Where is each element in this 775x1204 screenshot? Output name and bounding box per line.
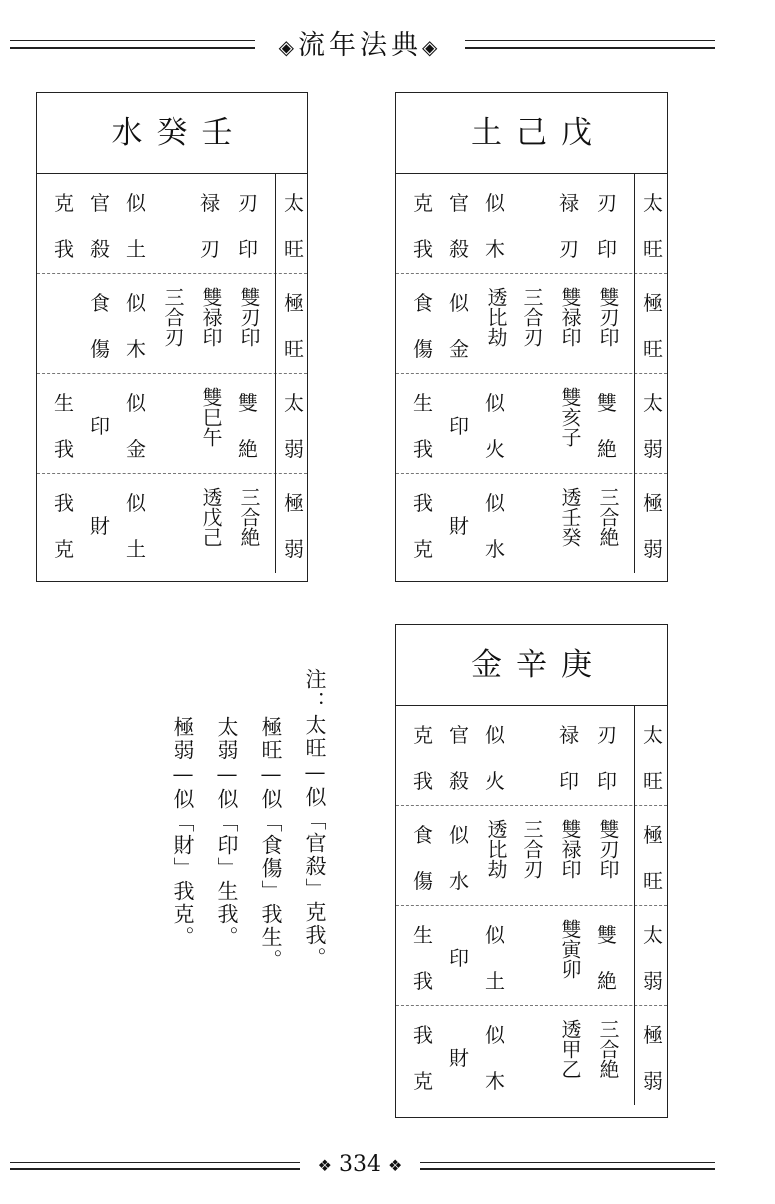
- table-cell: 我: [54, 491, 74, 515]
- table-cell: 木: [485, 1069, 505, 1093]
- category-cell: [634, 1005, 667, 1105]
- category-char: 旺: [284, 237, 304, 261]
- table-cell: 印: [597, 769, 617, 793]
- table-cell: 木: [485, 237, 505, 261]
- table-cell: 印: [90, 414, 110, 438]
- table-earth: [395, 92, 668, 582]
- table-cell: 似: [485, 491, 505, 515]
- category-cell: [275, 473, 307, 573]
- category-char: 極: [643, 291, 663, 315]
- table-cell: 雙禄印: [558, 287, 582, 347]
- table-row: [396, 273, 667, 374]
- table-cell: 禄: [559, 723, 579, 747]
- category-char: 旺: [643, 869, 663, 893]
- table-cell: 似: [485, 923, 505, 947]
- category-char: 極: [284, 291, 304, 315]
- footer-rule-right-top: [420, 1162, 715, 1163]
- table-cell: 透比劫: [484, 819, 508, 879]
- table-cell: 雙刃印: [596, 287, 620, 347]
- category-char: 弱: [284, 537, 304, 561]
- table-cell: 透壬癸: [558, 487, 582, 547]
- table-cell: 透戊己: [199, 487, 223, 547]
- table-cell: 木: [126, 337, 146, 361]
- table-cell: 財: [449, 514, 469, 538]
- table-row: [396, 905, 667, 1006]
- note-line: 極旺—似「食傷」我生。: [259, 716, 283, 972]
- header-rule-right-top: [465, 40, 715, 41]
- table-cell: 似: [126, 491, 146, 515]
- category-cell: [634, 373, 667, 473]
- table-cell: 克: [413, 191, 433, 215]
- table-cell: 三合絶: [596, 1019, 620, 1079]
- table-cell: 透比劫: [484, 287, 508, 347]
- note-line: 太弱—似「印」生我。: [215, 716, 239, 949]
- table-cell: 三合刃: [161, 287, 185, 347]
- table-cell: 我: [413, 491, 433, 515]
- page-number: 334: [339, 1152, 381, 1177]
- table-cell: 土: [126, 237, 146, 261]
- table-cell: 食: [413, 291, 433, 315]
- category-char: 旺: [643, 769, 663, 793]
- table-cell: 生: [413, 391, 433, 415]
- category-char: 弱: [643, 1069, 663, 1093]
- table-cell: 三合絶: [237, 487, 261, 547]
- table-cell: 我: [54, 237, 74, 261]
- table-cell: 殺: [449, 769, 469, 793]
- table-cell: 刃: [238, 191, 258, 215]
- category-cell: [275, 373, 307, 473]
- table-cell: 殺: [449, 237, 469, 261]
- table-cell: 三合絶: [596, 487, 620, 547]
- category-cell: [634, 273, 667, 373]
- table-cell: 食: [90, 291, 110, 315]
- table-row: [37, 273, 307, 374]
- table-cell: 印: [449, 414, 469, 438]
- header-rule-right-bottom: [465, 47, 715, 49]
- table-cell: 火: [485, 769, 505, 793]
- table-cell: 水: [449, 869, 469, 893]
- table-cell: 似: [449, 823, 469, 847]
- table-cell: 克: [413, 1069, 433, 1093]
- table-cell: 雙寅卯: [558, 919, 582, 979]
- table-cell: 刃: [597, 723, 617, 747]
- category-char: 太: [643, 391, 663, 415]
- table-cell: 印: [559, 769, 579, 793]
- table-cell: 傷: [90, 337, 110, 361]
- table-cell: 克: [54, 191, 74, 215]
- table-cell: 似: [485, 723, 505, 747]
- table-title: 土己戊: [396, 93, 667, 174]
- table-cell: 刃: [559, 237, 579, 261]
- table-cell: 似: [485, 1023, 505, 1047]
- table-cell: 生: [54, 391, 74, 415]
- table-cell: 雙: [597, 391, 617, 415]
- category-char: 太: [643, 191, 663, 215]
- table-cell: 絶: [597, 969, 617, 993]
- table-row: [396, 805, 667, 906]
- footer-rule-left-bottom: [10, 1168, 300, 1170]
- table-cell: 雙禄印: [199, 287, 223, 347]
- table-cell: 傷: [413, 869, 433, 893]
- table-cell: 印: [449, 946, 469, 970]
- table-cell: 生: [413, 923, 433, 947]
- category-cell: [634, 805, 667, 905]
- category-char: 旺: [643, 337, 663, 361]
- table-cell: 禄: [200, 191, 220, 215]
- table-cell: 絶: [597, 437, 617, 461]
- note: [170, 668, 330, 988]
- table-cell: 印: [597, 237, 617, 261]
- page-footer: [300, 1150, 420, 1180]
- category-char: 極: [643, 823, 663, 847]
- table-cell: 官: [449, 723, 469, 747]
- category-char: 弱: [643, 537, 663, 561]
- table-cell: 刃: [200, 237, 220, 261]
- header-rule-left-bottom: [10, 47, 255, 49]
- table-cell: 傷: [413, 337, 433, 361]
- footer-rule-left-top: [10, 1162, 300, 1163]
- table-cell: 土: [126, 537, 146, 561]
- table-cell: 雙禄印: [558, 819, 582, 879]
- table-cell: 雙巳午: [199, 387, 223, 447]
- table-cell: 食: [413, 823, 433, 847]
- table-cell: 官: [90, 191, 110, 215]
- table-metal: [395, 624, 668, 1118]
- table-row: [396, 1005, 667, 1105]
- table-water: [36, 92, 308, 582]
- category-cell: [634, 905, 667, 1005]
- category-cell: [634, 173, 667, 273]
- table-cell: 克: [54, 537, 74, 561]
- table-row: [396, 373, 667, 474]
- table-cell: 似: [485, 391, 505, 415]
- table-cell: 似: [126, 191, 146, 215]
- note-line: 注：太旺—似「官殺」克我。: [303, 668, 327, 970]
- table-cell: 我: [413, 769, 433, 793]
- category-char: 旺: [643, 237, 663, 261]
- table-row: [37, 473, 307, 573]
- table-cell: 刃: [597, 191, 617, 215]
- table-cell: 雙: [238, 391, 258, 415]
- table-row: [396, 705, 667, 806]
- table-cell: 土: [485, 969, 505, 993]
- table-cell: 我: [54, 437, 74, 461]
- table-cell: 三合刃: [520, 287, 544, 347]
- table-cell: 財: [90, 514, 110, 538]
- table-cell: 透甲乙: [558, 1019, 582, 1079]
- category-char: 極: [284, 491, 304, 515]
- ornament-left-icon: ◈: [278, 35, 298, 59]
- category-char: 弱: [284, 437, 304, 461]
- table-cell: 似: [126, 391, 146, 415]
- table-cell: 雙刃印: [596, 819, 620, 879]
- table-cell: 我: [413, 1023, 433, 1047]
- category-char: 極: [643, 491, 663, 515]
- category-char: 旺: [284, 337, 304, 361]
- footer-rule-right-bottom: [420, 1168, 715, 1170]
- category-char: 太: [643, 723, 663, 747]
- table-cell: 印: [238, 237, 258, 261]
- table-cell: 克: [413, 537, 433, 561]
- note-line: 極弱—似「財」我克。: [171, 716, 195, 949]
- category-cell: [634, 473, 667, 573]
- table-cell: 金: [449, 337, 469, 361]
- table-row: [396, 173, 667, 274]
- table-cell: 雙: [597, 923, 617, 947]
- table-cell: 似: [485, 191, 505, 215]
- header-rule-left-top: [10, 40, 255, 41]
- table-row: [37, 173, 307, 274]
- table-cell: 我: [413, 237, 433, 261]
- table-cell: 似: [126, 291, 146, 315]
- running-header: [255, 28, 465, 64]
- ornament-left-icon: ❖: [317, 1156, 332, 1175]
- table-cell: 克: [413, 723, 433, 747]
- table-cell: 雙亥子: [558, 387, 582, 447]
- category-char: 太: [284, 391, 304, 415]
- table-cell: 我: [413, 969, 433, 993]
- table-cell: 絶: [238, 437, 258, 461]
- ornament-right-icon: ❖: [388, 1156, 403, 1175]
- category-char: 極: [643, 1023, 663, 1047]
- table-cell: 金: [126, 437, 146, 461]
- table-cell: 火: [485, 437, 505, 461]
- category-cell: [275, 273, 307, 373]
- category-char: 弱: [643, 969, 663, 993]
- category-char: 太: [284, 191, 304, 215]
- table-cell: 雙刃印: [237, 287, 261, 347]
- category-char: 太: [643, 923, 663, 947]
- table-cell: 我: [413, 437, 433, 461]
- table-title: 水癸壬: [37, 93, 307, 174]
- table-cell: 財: [449, 1046, 469, 1070]
- category-char: 弱: [643, 437, 663, 461]
- table-cell: 殺: [90, 237, 110, 261]
- table-row: [37, 373, 307, 474]
- category-cell: [634, 705, 667, 805]
- table-cell: 三合刃: [520, 819, 544, 879]
- table-title: 金辛庚: [396, 625, 667, 706]
- ornament-right-icon: ◈: [422, 35, 442, 59]
- table-cell: 似: [449, 291, 469, 315]
- category-cell: [275, 173, 307, 273]
- table-cell: 水: [485, 537, 505, 561]
- header-title: 流年法典: [298, 30, 422, 61]
- table-cell: 禄: [559, 191, 579, 215]
- table-cell: 官: [449, 191, 469, 215]
- table-row: [396, 473, 667, 573]
